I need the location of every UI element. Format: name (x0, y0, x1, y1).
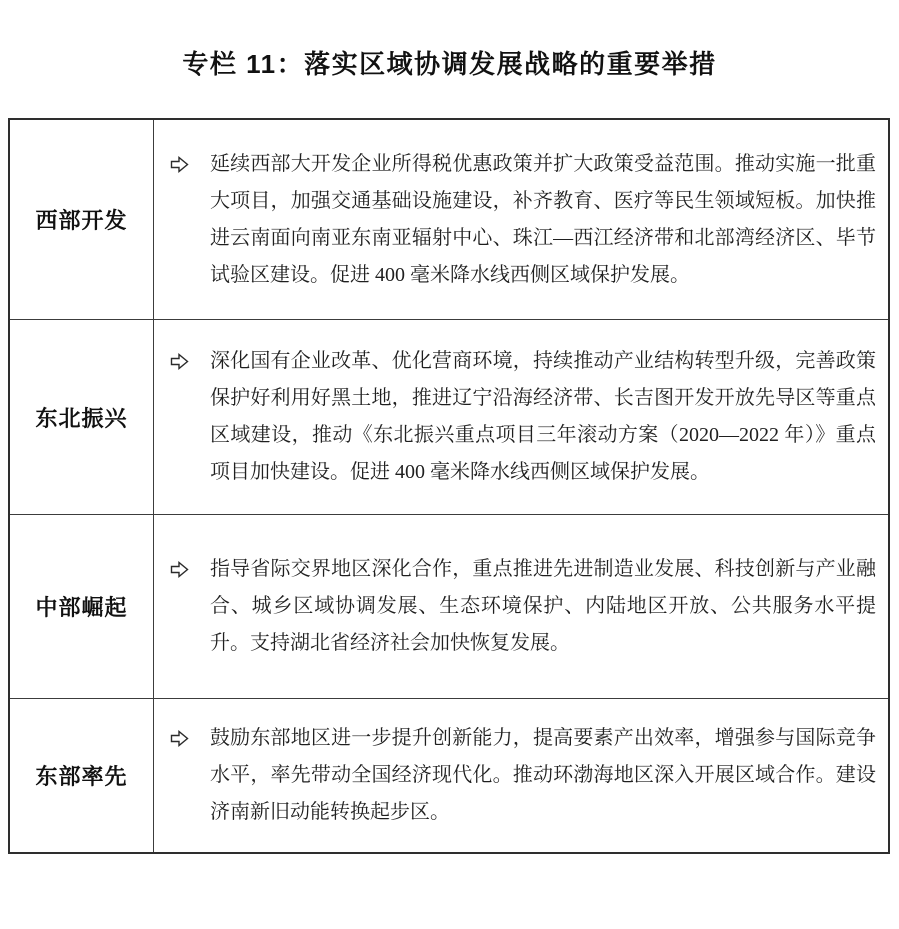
measure-item (169, 551, 876, 662)
measure-text: 延续西部大开发企业所得税优惠政策并扩大政策受益范围。推动实施一批重大项目，加强交通基础设施建设，补齐教育、医疗等民生领域短板。加快推进云南面向南亚东南亚辐射中心、珠江—西江经济带和北部湾经济区、毕节试验区建设。促进 400 毫米降水线西侧区域保护发展。 (210, 152, 876, 286)
arrow-right-icon (169, 154, 190, 175)
region-label-cell-east (10, 699, 154, 852)
region-label: 西部开发 (35, 208, 128, 233)
page-title: 专栏 11：落实区域协调发展战略的重要举措 (182, 49, 717, 79)
region-label: 东北振兴 (35, 405, 128, 431)
measures-table (8, 118, 890, 854)
region-label-cell-central (10, 515, 154, 698)
table-row (10, 514, 888, 698)
measure-text: 指导省际交界地区深化合作，重点推进先进制造业发展、科技创新与产业融合、城乡区域协调发展、生态环境保护、内陆地区开放、公共服务水平提升。支持湖北省经济社会加快恢复发展。 (210, 558, 876, 654)
measures-cell (154, 515, 888, 698)
arrow-right-icon (169, 728, 190, 749)
region-label-cell-northeast (10, 320, 154, 514)
table-row (10, 319, 888, 514)
arrow-right-icon (169, 351, 190, 372)
measures-cell (154, 699, 888, 852)
measures-cell (154, 320, 888, 514)
measure-item (169, 720, 876, 831)
region-label: 中部崛起 (35, 595, 128, 620)
measure-item (169, 343, 876, 491)
region-label-cell-west (10, 120, 154, 319)
table-row (10, 120, 888, 319)
measures-cell (154, 120, 888, 319)
measure-item (169, 146, 876, 294)
table-row (10, 698, 888, 852)
measure-text: 深化国有企业改革、优化营商环境，持续推动产业结构转型升级，完善政策保护好利用好黑土地，推进辽宁沿海经济带、长吉图开发开放先导区等重点区域建设，推动《东北振兴重点项目三年滚动方案（2020—2022 年）》重点项目加快建设。促进 400 毫米降水线西侧区域保护发展。 (210, 350, 876, 483)
arrow-right-icon (169, 559, 190, 580)
measure-text: 鼓励东部地区进一步提升创新能力，提高要素产出效率，增强参与国际竞争水平，率先带动全国经济现代化。推动环渤海地区深入开展区域合作。建设济南新旧动能转换起步区。 (210, 727, 876, 823)
region-label: 东部率先 (35, 764, 128, 789)
